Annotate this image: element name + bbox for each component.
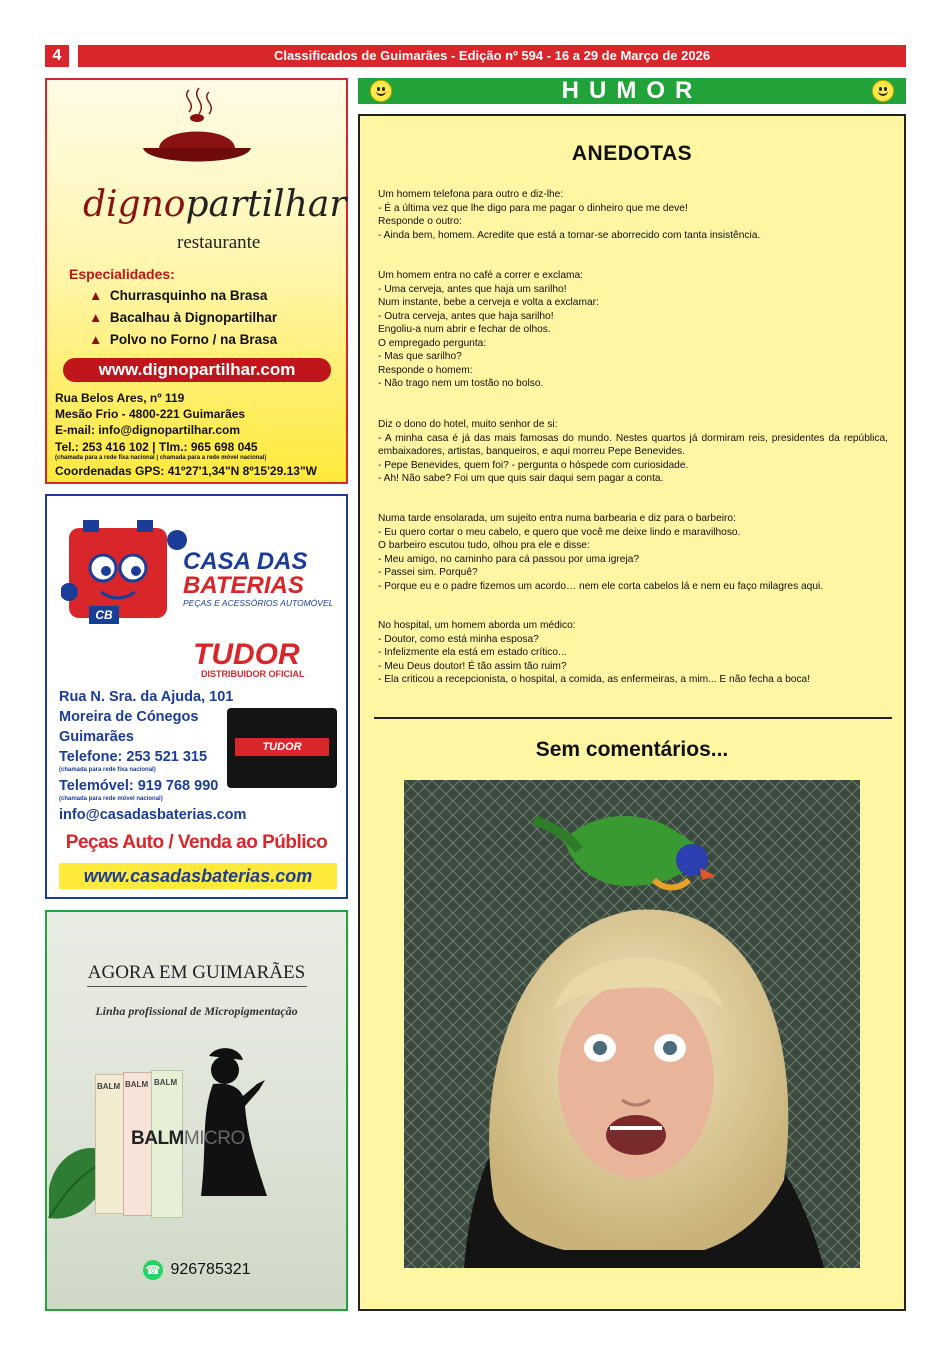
- brand-logo: dignopartilhar: [83, 184, 347, 225]
- brand-wordmark: BALMMICRO: [131, 1128, 245, 1149]
- woman-silhouette-icon: [187, 1046, 277, 1206]
- woman-with-parrot-photo: [404, 780, 860, 1268]
- tudor-logo: TUDOR: [193, 638, 300, 671]
- tagine-pot-icon: [139, 86, 254, 176]
- product-label: BALM: [125, 1080, 149, 1089]
- ad-title: AGORA EM GUIMARÃES: [87, 962, 306, 983]
- specialties-label: Especialidades:: [69, 266, 175, 282]
- slogan-text: Peças Auto / Venda ao Público: [65, 832, 328, 853]
- brand-line: CASA DAS: [183, 548, 308, 575]
- cb-badge: CB: [89, 606, 119, 624]
- battery-label: TUDOR: [235, 738, 329, 756]
- phone-note: (chamada para rede fixa nacional): [59, 767, 156, 773]
- address-line: Guimarães: [59, 729, 134, 745]
- email-text: info@casadasbaterias.com: [59, 807, 247, 823]
- joke-block: Um homem entra no café a correr e exclama: - Uma cerveja, antes que haja um sarilho! Num instante, bebe a cerveja e volta a exclamar: - Outra cerveja, antes que haja sarilho! Engoliu-a num abrir e fechar de olhos. O empregado pergunta: - Mas que sarilho? Responde o homem: - Não trago nem um tostão no bolso.: [378, 270, 599, 389]
- page-number: 4: [45, 45, 69, 67]
- brand-sub: restaurante: [177, 232, 261, 253]
- website-link[interactable]: www.dignopartilhar.com: [63, 358, 331, 382]
- specialty-item: ▲ Polvo no Forno / na Brasa: [89, 332, 278, 347]
- sem-comentarios-heading: Sem comentários...: [535, 738, 729, 761]
- mobile-text: Telemóvel: 919 768 990: [59, 778, 219, 794]
- whatsapp-contact[interactable]: [143, 1260, 251, 1284]
- address-line: Rua N. Sra. da Ajuda, 101: [59, 689, 234, 705]
- section-title: HUMOR: [561, 77, 703, 104]
- joke-block: Diz o dono do hotel, muito senhor de si: - A minha casa é já das mais famosas do mundo. Nestes quartos já dormiram reis, presidentes da república, embaixadores, artistas, banqueiros, e aqui morreu Pepe Benevides. - Pepe Benevides, quem foi? - pergunta o hóspede com curiosidade. - Ah! Não sabe? Foi um que quis sair daqui sem pagar a conta.: [378, 419, 888, 484]
- phones-note: (chamada para a rede fixa nacional | chamada para a rede móvel nacional): [55, 455, 267, 461]
- ad-dignopartilhar[interactable]: [45, 78, 348, 484]
- phone-text: Telefone: 253 521 315: [59, 749, 208, 765]
- mobile-note: (chamada para rede móvel nacional): [59, 796, 163, 802]
- ad-subtitle: Linha profissional de Micropigmentação: [95, 1004, 298, 1018]
- ad-casa-das-baterias[interactable]: [45, 494, 348, 899]
- joke-block: No hospital, um homem aborda um médico: - Doutor, como está minha esposa? - Infelizmente ela está em estado crítico... - Meu Deus doutor! É tão assim tão ruim? - Ela criticou a recepcionista, o hospital, a comida, as enfermeiras, a mim... E não fecha a boca!: [378, 620, 811, 685]
- website-link[interactable]: www.casadasbaterias.com: [59, 863, 337, 889]
- battery-mascot-icon: [61, 514, 191, 636]
- smiley-icon: [872, 80, 894, 102]
- joke-block: Numa tarde ensolarada, um sujeito entra numa barbearia e diz para o barbeiro: - Eu quero cortar o meu cabelo, e quero que você me deixe lindo e maravilhoso. O barbeiro escutou tudo, olhou pra ele e disse: - Meu amigo, no caminho para cá passou por uma igreja? - Passei sim. Porquê? - Porque eu e o padre fizemos um acordo… nem ele corta cabelos lá e nem eu faço milagres aqui.: [378, 513, 824, 592]
- phones-text: Tel.: 253 416 102 | Tlm.: 965 698 045: [55, 440, 258, 454]
- gps-text: Coordenadas GPS: 41º27'1,34"N 8º15'29.13"W: [55, 464, 317, 478]
- whatsapp-icon: ☎: [143, 1260, 163, 1280]
- newspaper-header: Classificados de Guimarães - Edição nº 594 - 16 a 29 de Março de 2026: [78, 45, 906, 67]
- humor-section-bar: [358, 78, 906, 104]
- battery-image: [227, 708, 337, 788]
- address-line: Moreira de Cónegos: [59, 709, 199, 725]
- humor-content: [358, 114, 906, 1311]
- address-line: Mesão Frio - 4800-221 Guimarães: [55, 407, 246, 421]
- pot-bullet-icon: ▲: [89, 332, 103, 347]
- product-label: BALM: [97, 1082, 121, 1091]
- product-label: BALM: [154, 1078, 178, 1087]
- anedotas-heading: ANEDOTAS: [571, 142, 693, 165]
- ad-divider: [87, 986, 307, 987]
- specialty-item: ▲ Bacalhau à Dignopartilhar: [89, 310, 278, 325]
- joke-block: Um homem telefona para outro e diz-lhe: - É a última vez que lhe digo para me pagar o dinheiro que me deve! Responde o outro: - Ainda bem, homem. Acredite que está a tornar-se aborrecido com tanta insistência.: [378, 189, 761, 241]
- address-line: Rua Belos Ares, nº 119: [55, 391, 185, 405]
- product-box: [95, 1074, 125, 1214]
- email-text: E-mail: info@dignopartilhar.com: [55, 423, 241, 437]
- whatsapp-number: 926785321: [170, 1261, 251, 1278]
- brand-tagline: PEÇAS E ACESSÓRIOS AUTOMÓVEL: [183, 598, 334, 608]
- ad-balm-micro[interactable]: [45, 910, 348, 1311]
- pot-bullet-icon: ▲: [89, 288, 103, 303]
- brand-line: BATERIAS: [183, 572, 304, 599]
- pot-bullet-icon: ▲: [89, 310, 103, 325]
- tudor-sub: DISTRIBUIDOR OFICIAL: [201, 669, 305, 679]
- section-divider: [374, 717, 892, 719]
- specialty-item: ▲ Churrasquinho na Brasa: [89, 288, 268, 303]
